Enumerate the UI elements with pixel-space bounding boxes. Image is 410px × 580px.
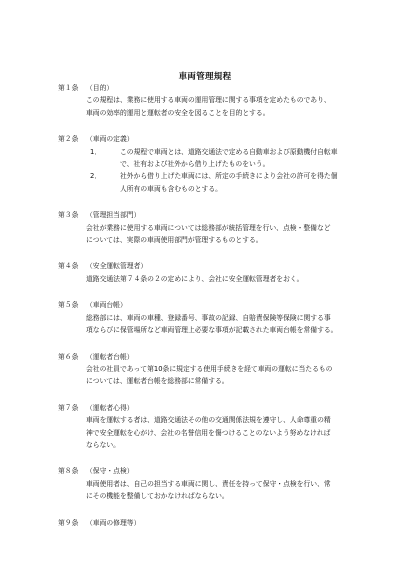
body-line: については、運転者台帳を総務部に常備する。 [86, 377, 229, 386]
article-heading: （車両台帳） [86, 301, 127, 310]
body-line: 神で安全運転を心がけ、会社の名誉信用を傷つけることのないよう努めなければ [86, 428, 331, 437]
article-body [58, 414, 358, 451]
article-heading: （運転者心得） [86, 403, 134, 412]
article-number: 第９条 [58, 518, 79, 527]
article-body [58, 312, 358, 337]
article [58, 133, 358, 195]
body-line: については、実際の車両使用部門が管理するものとする。 [86, 236, 263, 245]
body-line: 会社の社員であって第10条に規定する使用手続きを経て車両の運転に当たるもの [86, 364, 333, 373]
body-line: 総務部には、車両の車種、登録番号、事故の記録、自賠責保険等保険に関する事 [86, 313, 331, 322]
body-line: 道路交通法第７４条の２の定めにより、会社に安全運転管理者をおく。 [86, 274, 304, 283]
article-heading: （安全運転管理者） [86, 262, 148, 271]
article [58, 82, 358, 119]
item-text [120, 146, 358, 171]
body-line: この規程は、業務に使用する車両の運用管理に関する事項を定めたものであり、 [86, 96, 331, 105]
body-line: ならない。 [86, 440, 120, 449]
item-line: この規程で車両とは、道路交通法で定める自動車および原動機付自転車 [120, 147, 338, 156]
article-heading: （車両の定義） [86, 135, 134, 144]
article [58, 402, 358, 452]
article [58, 465, 358, 502]
article [58, 299, 358, 336]
body-line: 車両の効率的運用と運転者の安全を図ることを目的とする。 [86, 108, 270, 117]
body-line: 車両使用者は、自己の担当する車両に関し、責任を持って保守・点検を行い、常 [86, 479, 331, 488]
article-header [58, 209, 358, 221]
body-line: 項ならびに保管場所など車両管理上必要な事項が記載された車両台帳を常備する。 [86, 326, 338, 335]
article-list [58, 82, 358, 543]
article-header [58, 82, 358, 94]
article-body [58, 363, 358, 388]
item-line: 人所有の車両も含むものとする。 [120, 184, 222, 193]
article-number: 第８条 [58, 467, 79, 476]
article-number: 第３条 [58, 211, 79, 220]
item-number: 1． [90, 147, 102, 156]
article-number: 第２条 [58, 135, 79, 144]
article-number: 第７条 [58, 403, 79, 412]
article [58, 209, 358, 246]
article-item [58, 146, 358, 171]
article [58, 517, 358, 529]
article-header [58, 402, 358, 414]
article-number: 第１条 [58, 84, 79, 92]
article-body [58, 94, 358, 119]
article-number: 第６条 [58, 352, 79, 361]
article-body [58, 273, 358, 285]
article-body [58, 478, 358, 503]
body-line: にその機能を整備しておかなければならない。 [86, 492, 229, 501]
body-line: 車両を運転する者は、道路交通法その他の交通関係法規を遵守し、人命尊重の精 [86, 416, 331, 425]
article-header [58, 299, 358, 311]
document-title: 車両管理規程 [178, 72, 232, 82]
article-heading: （運転者台帳） [86, 352, 134, 361]
item-text [120, 170, 358, 195]
article [58, 260, 358, 285]
article-heading: （保守・点検） [86, 467, 134, 476]
article-header [58, 133, 358, 145]
article-header [58, 351, 358, 363]
article-item [58, 170, 358, 195]
item-number: 2． [90, 172, 102, 181]
article-heading: （管理担当部門） [86, 211, 141, 220]
article-number: 第４条 [58, 262, 79, 271]
article-header [58, 465, 358, 477]
body-line: 会社が業務に使用する車両については総務部が統括管理を行い、点検・整備など [86, 223, 331, 232]
article-header [58, 260, 358, 272]
article-body [58, 222, 358, 247]
article-number: 第５条 [58, 301, 79, 310]
article [58, 351, 358, 388]
item-line: 社外から借り上げた車両には、所定の手続きにより会社の許可を得た個 [120, 172, 338, 181]
item-line: で、社有および社外から借り上げたものをいう。 [120, 160, 270, 169]
article-heading: （車両の修理等） [86, 518, 141, 527]
article-header [58, 517, 358, 529]
article-heading: （目的） [86, 84, 114, 92]
